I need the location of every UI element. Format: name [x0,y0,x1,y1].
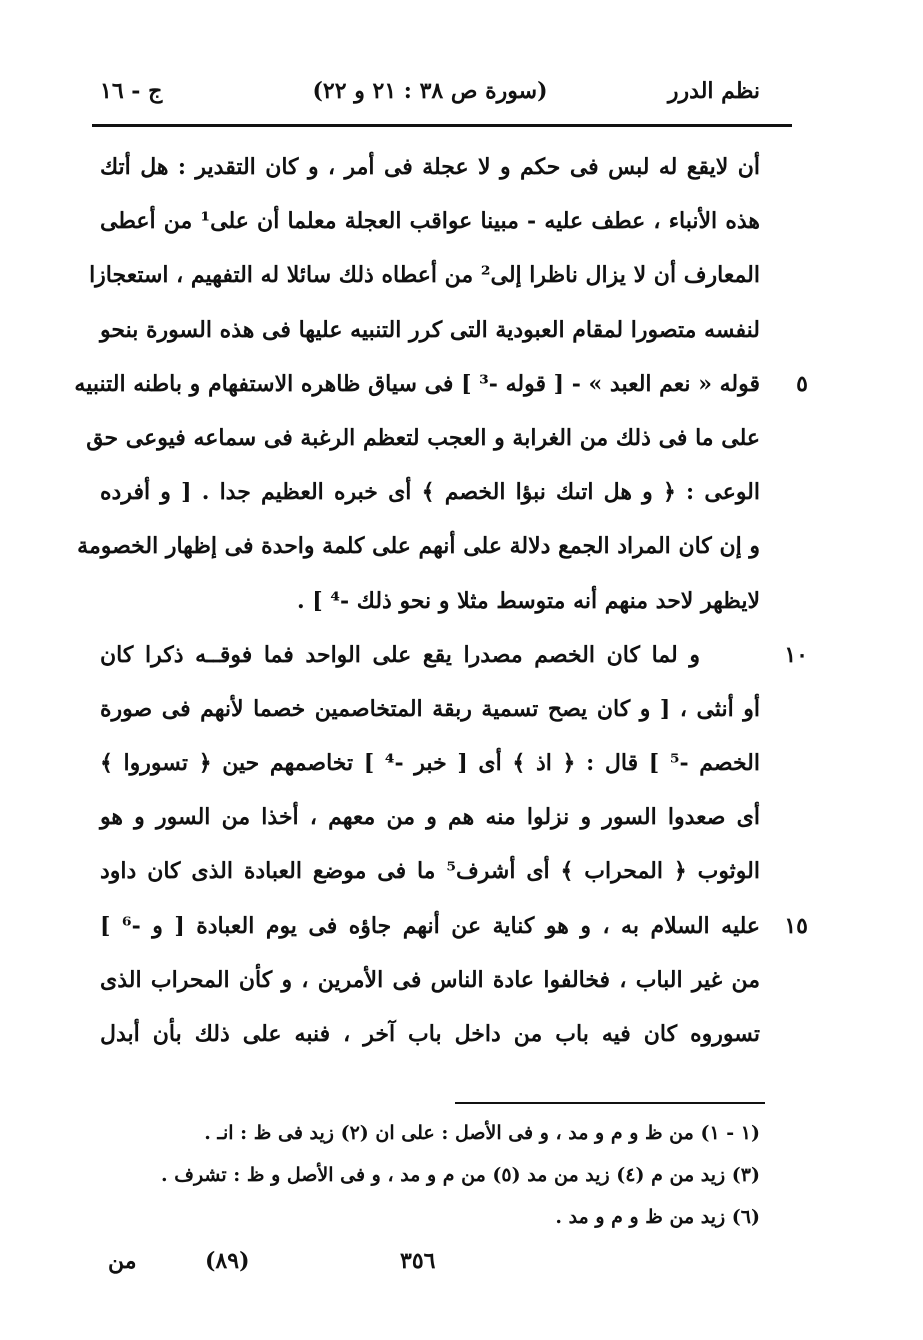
text-line-content: تسوروه كان فيه باب من داخل باب آخر ، فنبه على ذلك بأن أبدل [100,1021,760,1047]
text-line [86,411,760,465]
footnotes [90,1112,760,1238]
text-line-content: أن لايقع له لبس فى حكم و لا عجلة فى أمر ، و كان التقدير : هل أتك [100,154,760,180]
text-line-content: المعارف أن لا يزال ناظرا إلى² من أعطاه ذلك سائلا له التفهيم ، استعجازا [89,262,760,289]
text-line-content: و لما كان الخصم مصدرا يقع على الواحد فما فوقــه ذكرا كان [100,641,700,668]
text-line [100,465,760,519]
surah-reference: (سورة ص ٣٨ : ٢١ و ٢٢) [312,78,548,104]
text-line-content: على ما فى ذلك من الغرابة و العجب لتعظم الرغبة فى سماعه فيوعى حق [86,424,760,451]
footnote-line: (٣) زيد من م (٤) زيد من مد (٥) من م و مد ، و فى الأصل و ظ : تشرف . [161,1164,760,1186]
text-line-content: عليه السلام به ، و هو كناية عن أنهم جاؤه فى يوم العبادة [ و -⁶ ] [100,912,760,939]
page-footer [100,1248,760,1288]
text-line-content: أى صعدوا السور و نزلوا منه هم و من معهم ، أخذا من السور و هو [100,804,760,831]
text-line [100,303,760,357]
text-line-content: أو أنثى ، [ و كان يصح تسمية ربقة المتخاصمين خصما لأنهم فى صورة [100,695,760,722]
text-line-content: الخصم -⁵ ] قال : ﴿ اذ ﴾ أى [ خبر -⁴ ] تخاصمهم حين ﴿ تسوروا ﴾ [100,750,761,777]
text-line [74,357,808,411]
book-title: نظم الدرر [667,78,760,104]
page-number: ٣٥٦ [400,1248,436,1274]
text-line-content: لايظهر لاحد منهم أنه متوسط مثلا و نحو ذلك -⁴ ] . [296,587,760,614]
text-line [100,628,808,682]
footnote-rule [455,1102,765,1104]
text-line-content: الوعى : ﴿ و هل اتىك نبؤا الخصم ﴾ أى خبره العظيم جدا . [ و أفرده [100,479,760,506]
text-line-content: و إن كان المراد الجمع دلالة على أنهم على كلمة واحدة فى إظهار الخصومة [77,533,760,560]
text-line [100,736,760,790]
running-header [100,78,760,118]
text-line [100,682,760,736]
text-line [100,194,760,248]
main-text [74,140,808,1061]
text-line-content: لنفسه متصورا لمقام العبودية التى كرر التنبيه عليها فى هذه السورة بنحو [100,316,760,343]
text-line [100,574,760,628]
line-number: ١٥ [784,912,808,939]
line-number: ٥ [796,370,808,397]
volume-number: ج - ١٦ [100,78,163,104]
text-line [100,140,760,194]
text-line [100,1007,760,1061]
text-line-content: الوثوب ﴿ المحراب ﴾ أى أشرف⁵ ما فى موضع العبادة الذى كان داود [100,858,760,885]
catchword: من [108,1248,137,1274]
line-number: ١٠ [784,641,808,668]
footnote-line: (٦) زيد من ظ و م و مد . [555,1206,760,1228]
text-line [100,790,760,844]
text-line [100,844,760,898]
footnote-line: (١ - ١) من ظ و م و مد ، و فى الأصل : على ان (٢) زيد فى ظ : انـ . [204,1122,760,1144]
text-line-content: من غير الباب ، فخالفوا عادة الناس فى الأمرين ، و كأن المحراب الذى [100,966,760,993]
text-line [100,899,808,953]
text-line-content: قوله « نعم العبد » - [ قوله -³ ] فى سياق ظاهره الاستفهام و باطنه التنبيه [74,370,760,397]
text-line [89,248,760,302]
text-line [100,953,760,1007]
text-line [77,519,760,573]
sheet-mark: (٨٩) [205,1248,250,1274]
text-line-content: هذه الأنباء ، عطف عليه - مبينا عواقب العجلة معلما أن على¹ من أعطى [100,208,760,235]
header-rule [92,124,792,127]
